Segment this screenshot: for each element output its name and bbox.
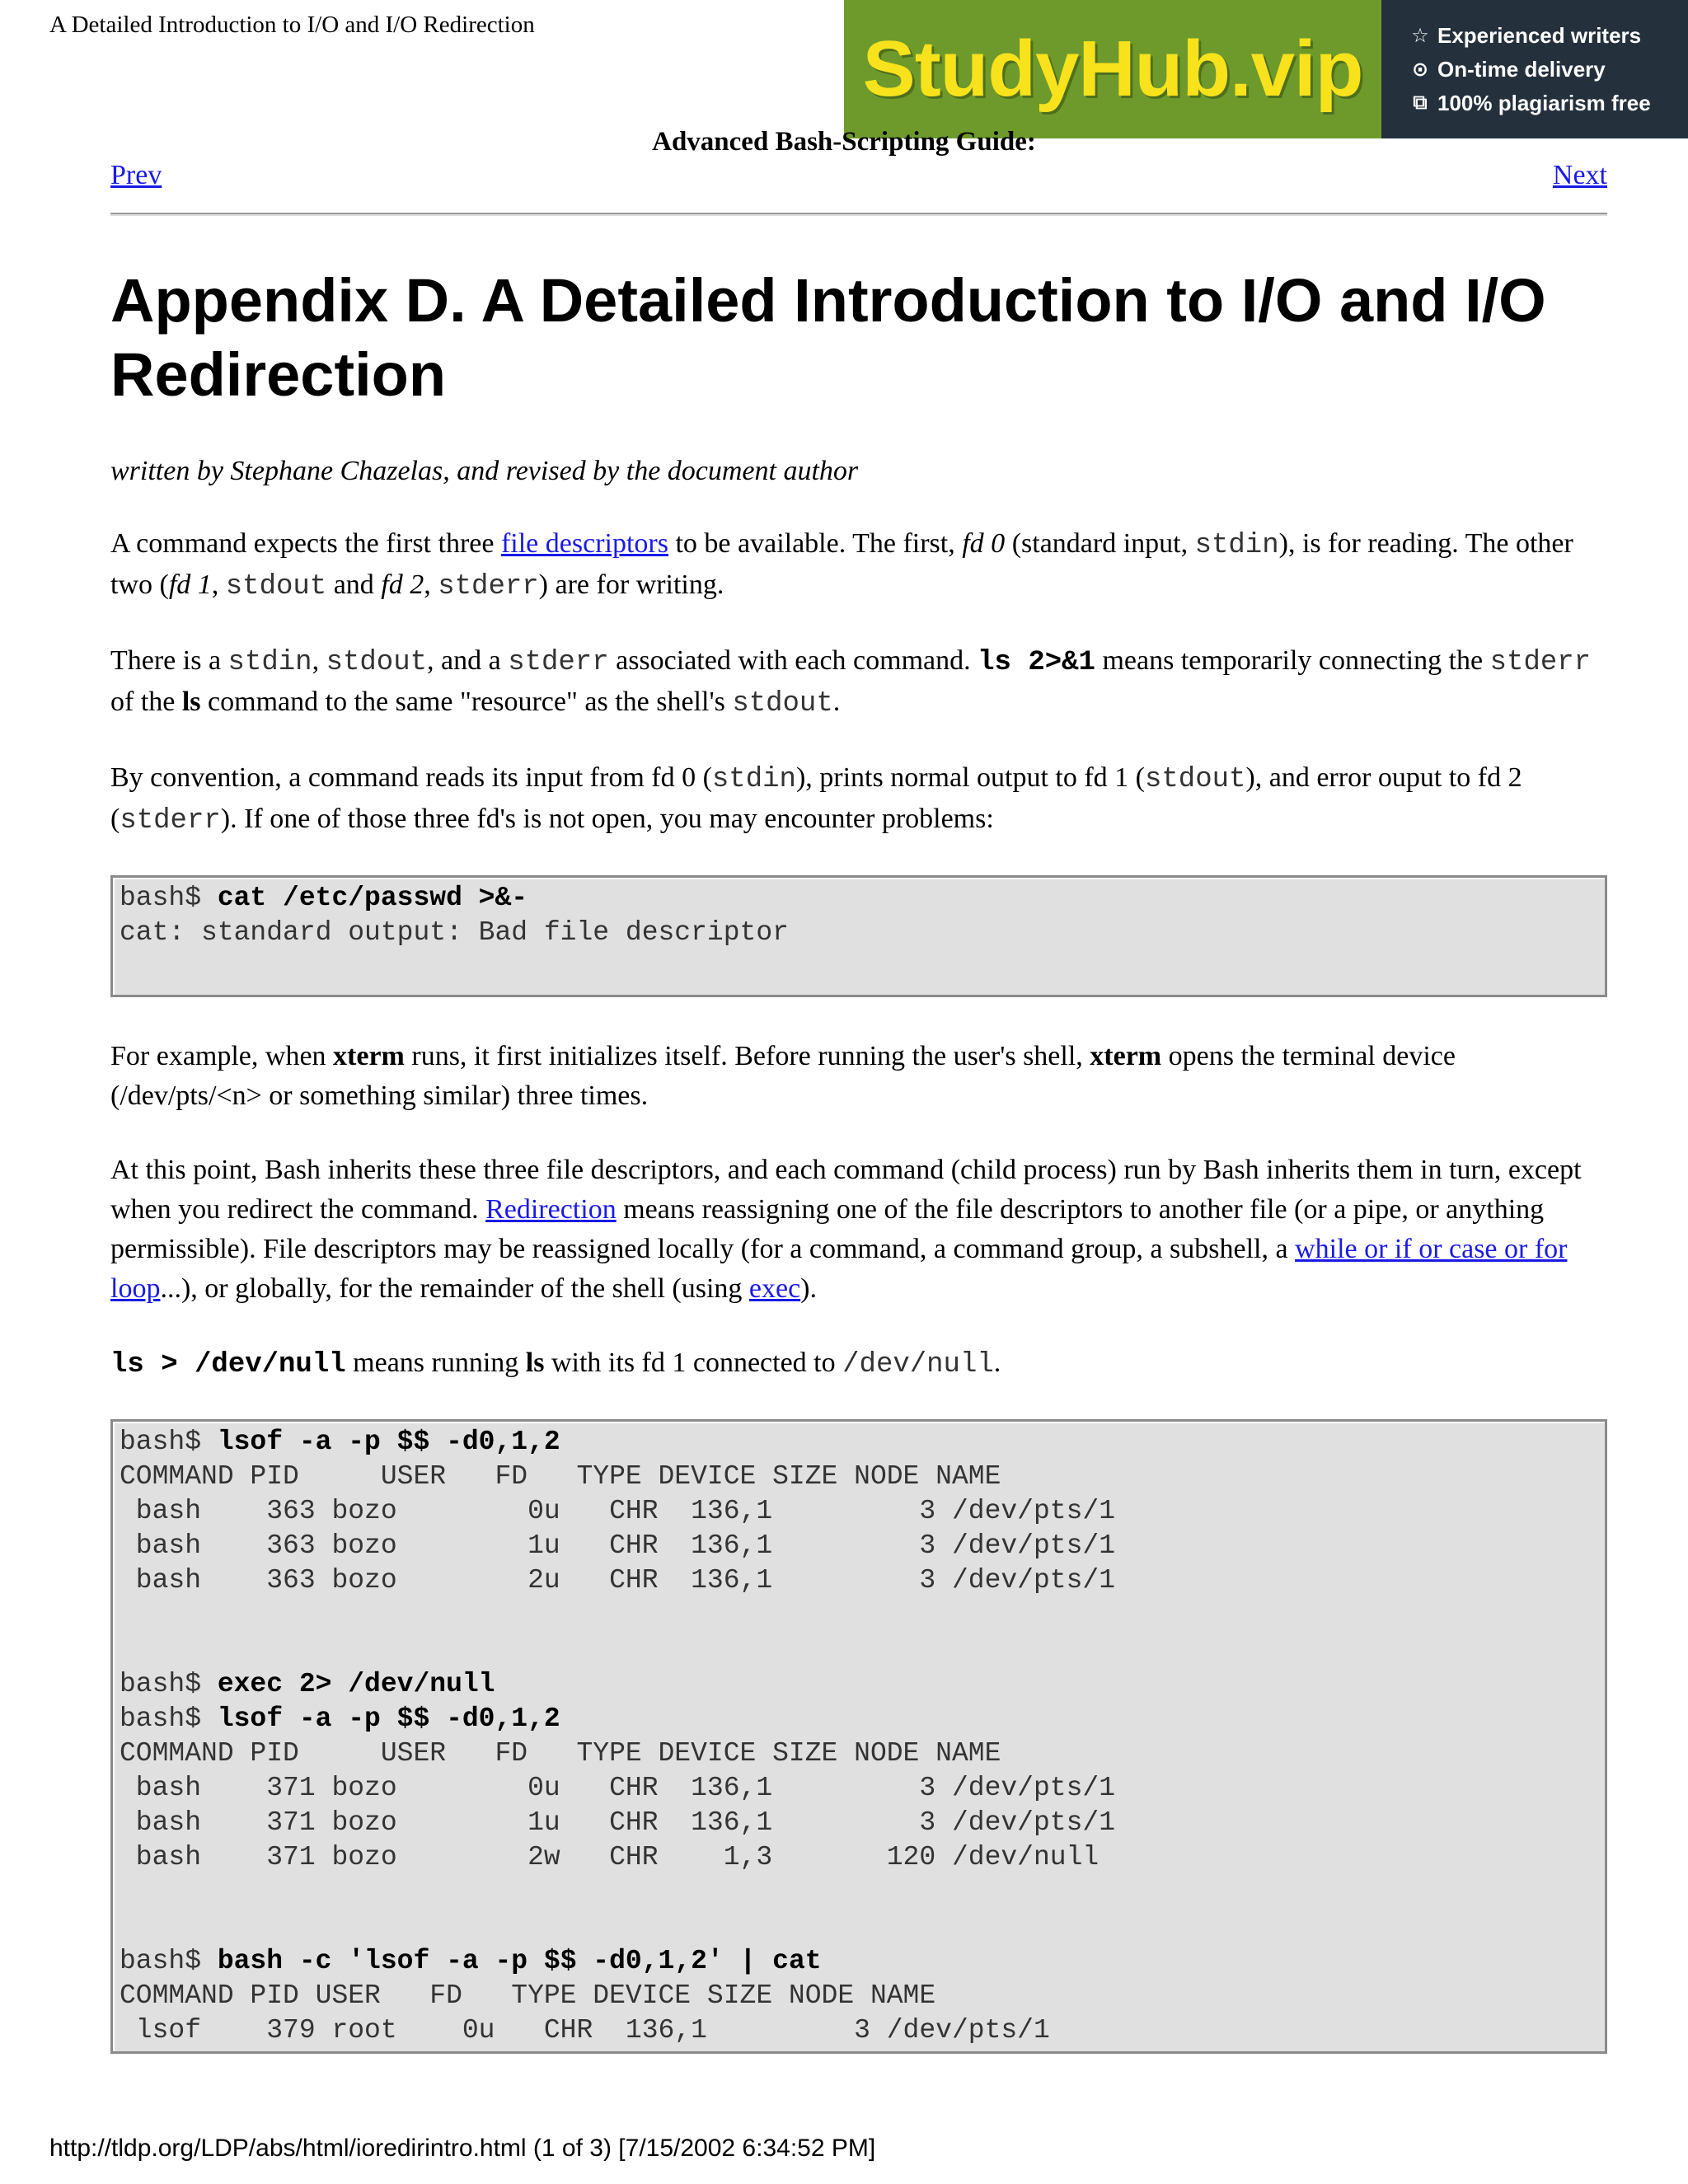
paragraph-2: [110, 641, 1607, 724]
prompt: bash$: [120, 1669, 218, 1699]
text: opens the terminal device (/dev/pts/<n> or something similar) three times.: [110, 1041, 1456, 1111]
dev-null-code: /dev/null: [842, 1349, 994, 1380]
text: with its fd 1 connected to: [544, 1347, 843, 1378]
ad-features: [1381, 0, 1688, 138]
command-code: ls > /dev/null: [110, 1349, 346, 1380]
prompt: bash$: [120, 1427, 218, 1457]
text: ,: [211, 569, 226, 600]
redirection-link[interactable]: Redirection: [485, 1194, 617, 1225]
text: means reassigning one of the file descriptors to another file (or a pipe, or anything permissible). File descriptors may be reassigned locally (for a command, a command group, a subshell, a: [110, 1194, 1545, 1264]
main-content: [110, 264, 1607, 2093]
prompt: bash$: [120, 1946, 218, 1976]
command: cat /etc/passwd >&-: [217, 883, 528, 913]
text: At this point, Bash inherits these three file descriptors, and each command (child process) run by Bash inherits them in turn, except when you redirect the command.: [110, 1155, 1582, 1225]
output: cat: standard output: Bad file descriptor: [120, 917, 789, 948]
paragraph-3: [110, 758, 1607, 841]
text: ,: [312, 645, 326, 676]
ad-feature-text: Experienced writers: [1437, 22, 1642, 48]
ad-feature-text: 100% plagiarism free: [1437, 90, 1651, 115]
stdout-code: stdout: [225, 571, 327, 602]
text: command to the same "resource" as the shell's: [200, 687, 733, 717]
fd2-term: fd 2: [381, 569, 424, 600]
ad-feature: [1409, 23, 1688, 49]
paragraph-1: [110, 524, 1607, 607]
output: COMMAND PID USER FD TYPE DEVICE SIZE NODE NAME bash 371 bozo 0u CHR 136,1 3 /dev/pts/1 bash 371 bozo 1u CHR 136,1 3 /dev/pts/1 bash 371 bozo 2w CHR 1,3 120 /dev/null: [120, 1738, 1115, 1872]
stdin-code: stdin: [1194, 530, 1279, 561]
text: .: [993, 1347, 1001, 1378]
text: ), and error ouput to fd 2 (: [110, 762, 1522, 834]
stdout-code: stdout: [732, 688, 833, 719]
prev-link[interactable]: Prev: [110, 160, 162, 190]
text: There is a: [110, 645, 228, 676]
ad-logo-panel: [844, 0, 1381, 138]
page-footer: http://tldp.org/LDP/abs/html/ioredirintro.html (1 of 3) [7/15/2002 6:34:52 PM]: [49, 2135, 876, 2162]
prompt: bash$: [120, 1704, 218, 1734]
ad-feature-text: On-time delivery: [1437, 56, 1606, 82]
command: bash -c 'lsof -a -p $$ -d0,1,2' | cat: [217, 1946, 822, 1976]
ad-feature: [1409, 91, 1688, 116]
paragraph-4: [110, 1037, 1607, 1116]
code-screen-1: [110, 875, 1607, 997]
fd1-term: fd 1: [168, 569, 212, 600]
text: .: [832, 687, 841, 717]
ad-feature: [1409, 57, 1688, 82]
next-link[interactable]: Next: [1552, 160, 1607, 190]
text: associated with each command.: [608, 645, 978, 676]
xterm-command: xterm: [1090, 1041, 1162, 1071]
text: means running: [345, 1347, 526, 1378]
loops-link[interactable]: while or if or case or for loop: [110, 1234, 1568, 1304]
text: to be available. The first,: [668, 528, 963, 559]
command: exec 2> /dev/null: [217, 1669, 495, 1699]
text: By convention, a command reads its input from fd 0 (: [110, 762, 712, 793]
ls-command: ls: [525, 1347, 545, 1378]
prompt: bash$: [120, 883, 218, 913]
code-screen-2: [110, 1419, 1607, 2054]
page-title: Appendix D. A Detailed Introduction to I/O and I/O Redirection: [110, 266, 1546, 409]
stderr-code: stderr: [508, 647, 609, 678]
clock-icon: ⊙: [1411, 58, 1429, 81]
text: (standard input,: [1005, 528, 1195, 559]
text: A command expects the first three: [110, 528, 501, 559]
text: ), prints normal output to fd 1 (: [795, 762, 1145, 793]
text: ) are for writing.: [538, 569, 724, 600]
paragraph-6: [110, 1343, 1607, 1385]
text: For example, when: [110, 1041, 334, 1071]
exec-link[interactable]: exec: [748, 1273, 801, 1304]
top-divider: [110, 213, 1607, 216]
guide-title: Advanced Bash-Scripting Guide:: [652, 127, 1036, 157]
stderr-code: stderr: [120, 805, 221, 837]
text: runs, it first initializes itself. Before running the user's shell,: [404, 1041, 1090, 1071]
file-descriptors-link[interactable]: file descriptors: [500, 528, 668, 559]
output: COMMAND PID USER FD TYPE DEVICE SIZE NODE NAME bash 363 bozo 0u CHR 136,1 3 /dev/pts/1 bash 363 bozo 1u CHR 136,1 3 /dev/pts/1 bash 363 bozo 2u CHR 136,1 3 /dev/pts/1: [120, 1461, 1115, 1596]
text: means temporarily connecting the: [1095, 645, 1490, 676]
fd0-term: fd 0: [962, 528, 1006, 559]
text: ,: [424, 569, 438, 600]
text: and: [326, 569, 382, 600]
text: , and a: [427, 645, 509, 676]
command-code: ls 2>&1: [978, 647, 1095, 678]
text: ).: [800, 1273, 817, 1304]
text: ). If one of those three fd's is not open, you may encounter problems:: [220, 804, 994, 834]
ad-logo: StudyHub.vip: [862, 25, 1363, 113]
text: of the: [110, 687, 182, 717]
stderr-code: stderr: [438, 571, 539, 602]
stdout-code: stdout: [1145, 764, 1246, 795]
output: COMMAND PID USER FD TYPE DEVICE SIZE NODE NAME lsof 379 root 0u CHR 136,1 3 /dev/pts/1: [120, 1980, 1050, 2046]
copy-icon: ⧉: [1413, 91, 1428, 114]
stdin-code: stdin: [227, 647, 312, 678]
star-icon: ☆: [1411, 24, 1429, 47]
xterm-command: xterm: [333, 1041, 405, 1071]
paragraph-5: [110, 1151, 1607, 1309]
text: ...), or globally, for the remainder of the shell (using: [160, 1273, 749, 1304]
byline: written by Stephane Chazelas, and revised by the document author: [110, 456, 859, 486]
ls-command: ls: [181, 687, 201, 717]
text: ), is for reading. The other two (: [110, 528, 1573, 600]
command: lsof -a -p $$ -d0,1,2: [217, 1704, 560, 1734]
ad-banner[interactable]: [844, 0, 1688, 138]
stderr-code: stderr: [1489, 647, 1592, 678]
stdin-code: stdin: [711, 764, 796, 795]
page-header: A Detailed Introduction to I/O and I/O Redirection: [49, 12, 535, 38]
stdout-code: stdout: [326, 647, 427, 678]
command: lsof -a -p $$ -d0,1,2: [217, 1427, 560, 1457]
